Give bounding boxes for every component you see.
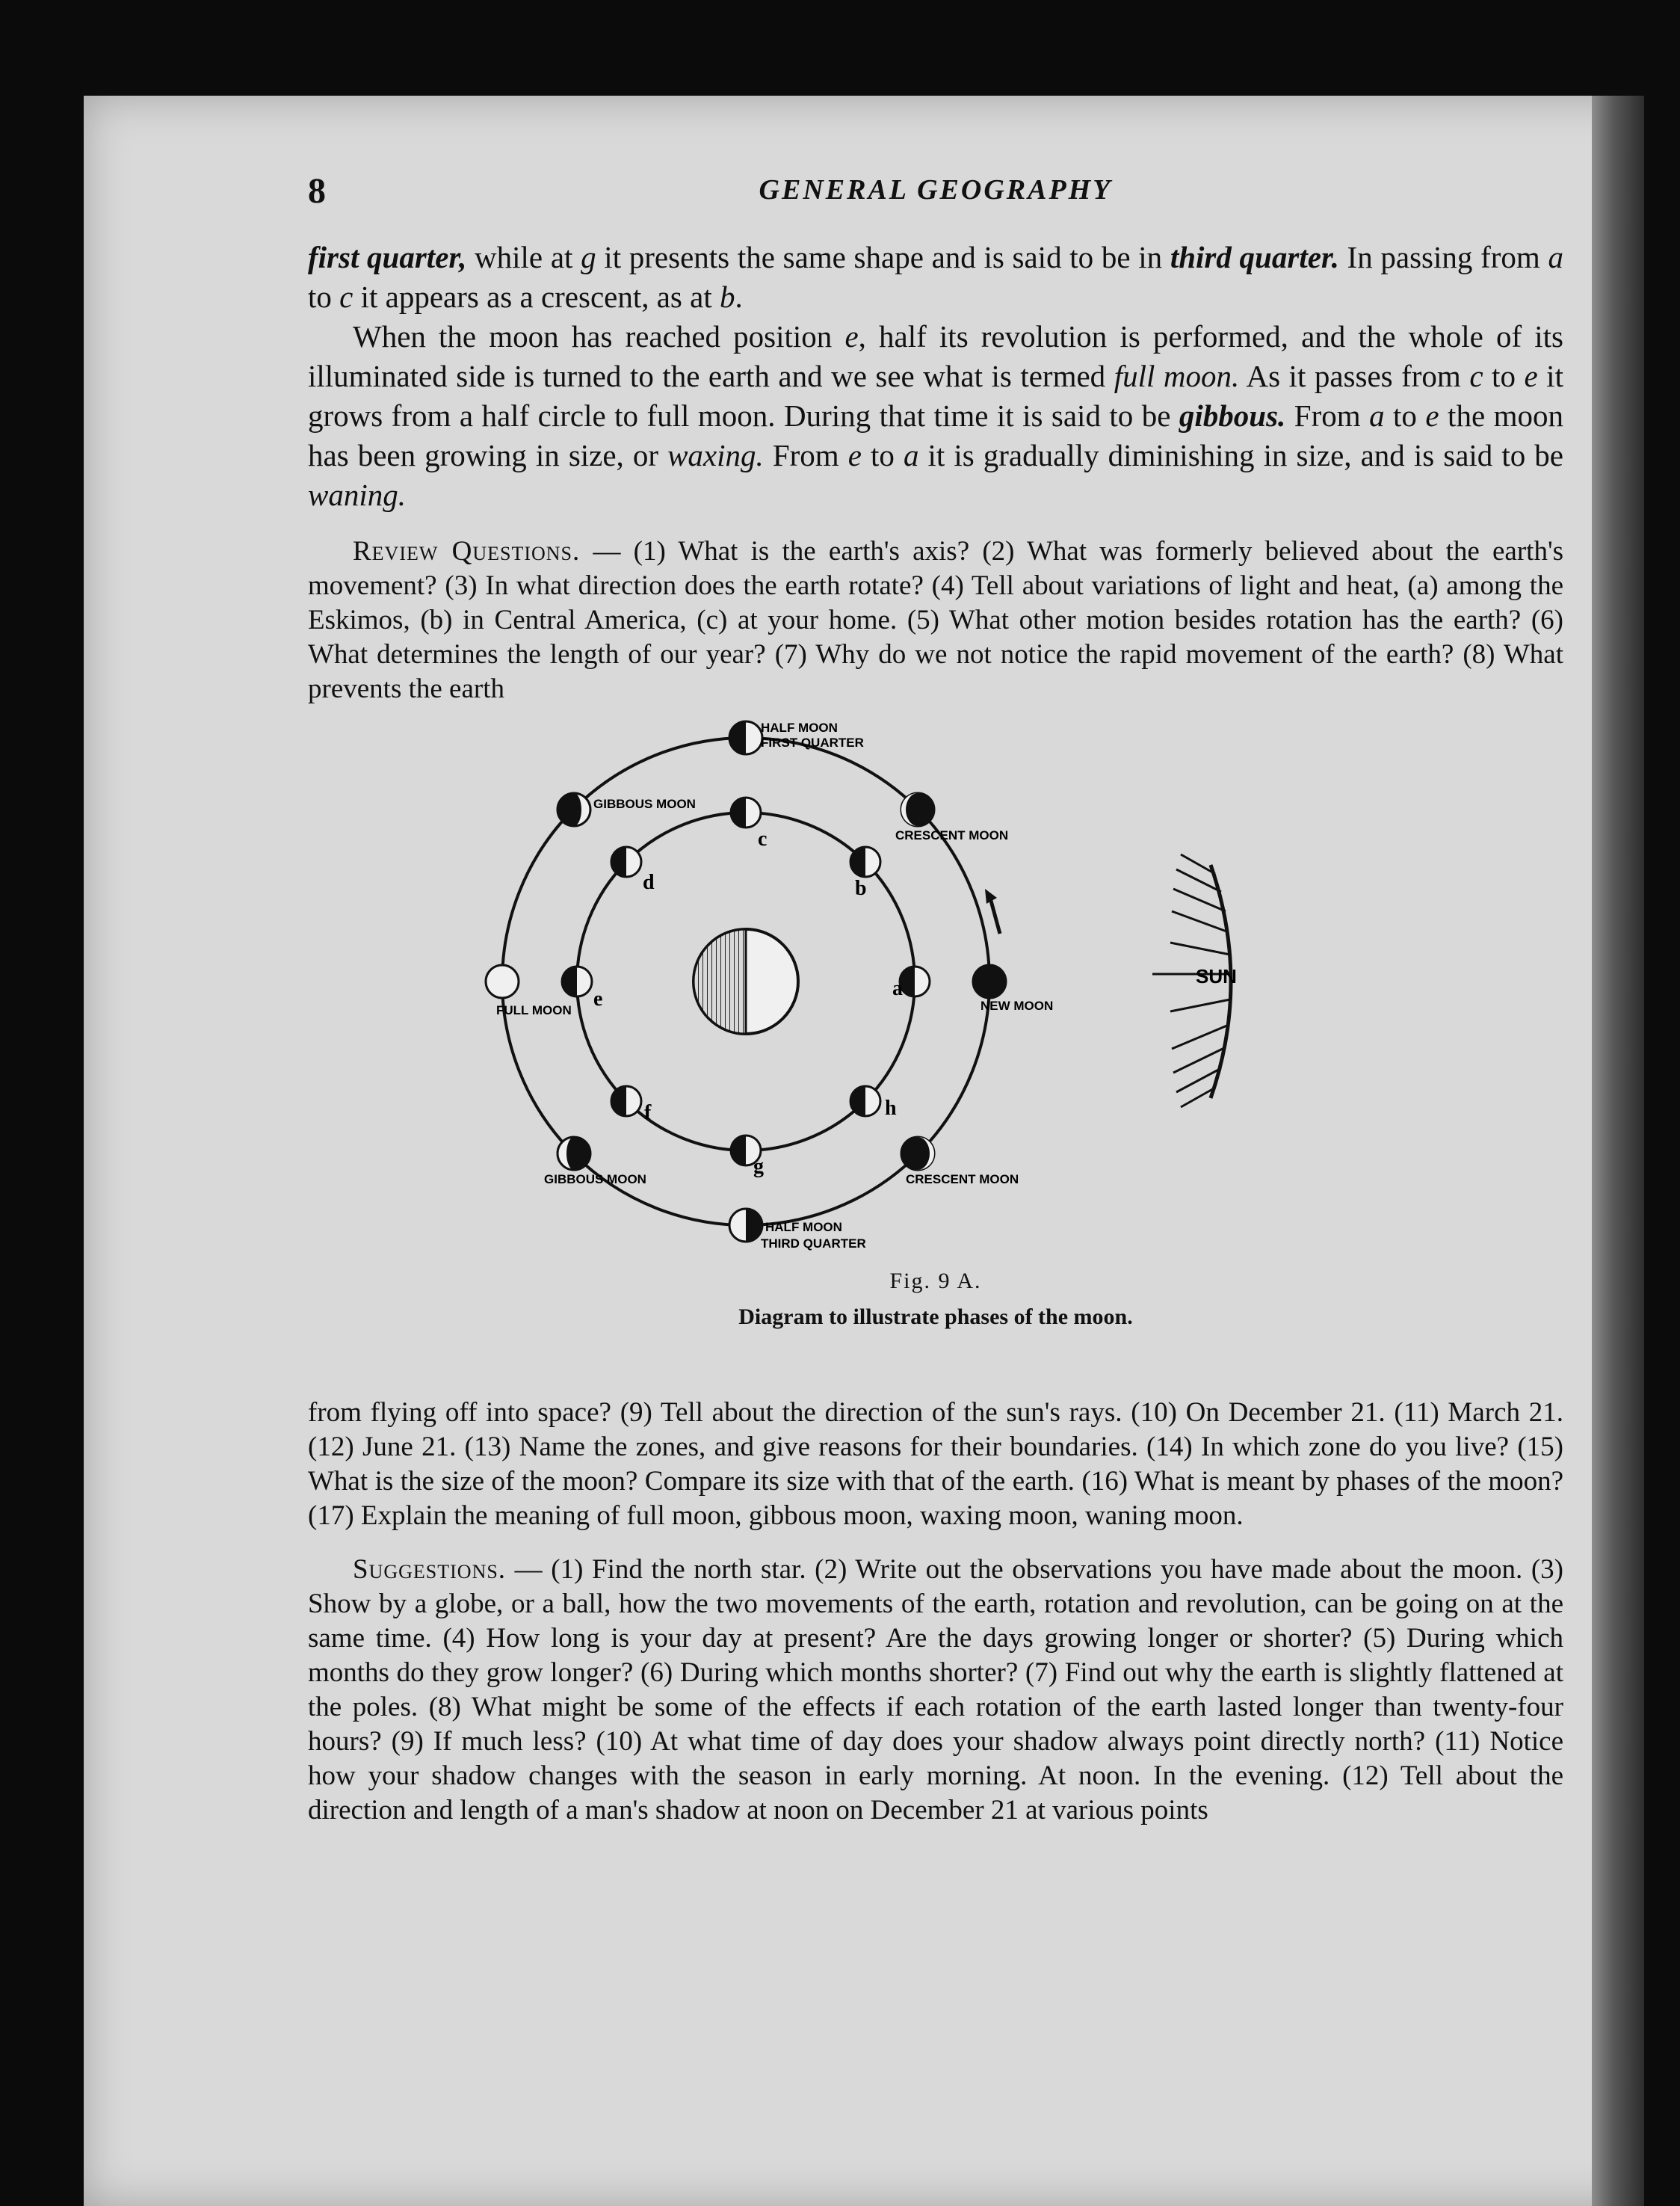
book-spine-shadow	[1592, 96, 1644, 2206]
crescent-moon-top-icon	[901, 793, 934, 826]
page-content	[308, 170, 1563, 1828]
gibbous-moon-bottom-label: GIBBOUS MOON	[544, 1172, 646, 1186]
half-moon-third-icon	[729, 1209, 762, 1242]
review-questions-part1: Review Questions. — (1) What is the earth's axis? (2) What was formerly believed about the earth's movement? (3) In what direction does the earth rotate? (4) Tell about variations of light and heat, (a) among the Eskimos, (b) in Central America, (c) at your home. (5) What other motion besides rotation has the earth? (6) What determines the length of our year? (7) Why do we not notice the rapid movement of the earth? (8) What prevents the earth	[308, 536, 1564, 704]
moon-phases-figure	[308, 715, 1563, 1373]
moon-f-icon	[611, 1086, 641, 1116]
full-moon-icon	[486, 965, 519, 998]
full-moon-label: FULL MOON	[496, 1003, 572, 1017]
gibbous-moon-bottom-icon	[558, 1137, 590, 1170]
sun-label: SUN	[1196, 965, 1237, 988]
moon-phases-diagram	[308, 715, 1563, 1254]
page-number: 8	[308, 171, 326, 211]
gibbous-moon-top-label: GIBBOUS MOON	[593, 797, 696, 811]
moon-b-icon	[850, 847, 880, 877]
label-f: f	[644, 1101, 652, 1124]
half-moon-third-label: HALF MOON	[765, 1220, 842, 1234]
orbit-direction-arrow-icon	[985, 889, 1000, 934]
paragraph-full-moon: When the moon has reached position e, half its revolution is performed, and the whole of its illuminated side is turned to the earth and we see what is termed full moon. As it passes from c to e it grows from a half circle to full moon. During that time it is said to be gibbous. From a to e the moon has been growing in size, or waxing. From e to a it is gradually diminishing in size, and is said to be waning.	[308, 319, 1563, 512]
suggestions-paragraph: Suggestions. — (1) Find the north star. (2) Write out the observations you have made about the moon. (3) Show by a globe, or a ball, how the two movements of the earth, rotation and revolution, can be going on at the same time. (4) How long is your day at present? Are the days growing longer or shorter? (5) During which months do they grow longer? (6) During which months shorter? (7) Find out why the earth is slightly flattened at the poles. (8) What might be some of the effects if each rotation of the earth lasted longer than twenty-four hours? (9) If much less? (10) At what time of day does your shadow always point directly north? (11) Notice how your shadow changes with the season in early morning. At noon. In the evening. (12) Tell about the direction and length of a man's shadow at noon on December 21 at various points	[308, 1554, 1563, 1826]
paragraph-quarters: first quarter, while at g it presents the same shape and is said to be in third quarter. In passing from a to c it appears as a crescent, as at b.	[308, 240, 1563, 314]
half-moon-first-label: HALF MOON	[761, 721, 838, 735]
moon-c-icon	[731, 798, 761, 828]
gibbous-moon-top-icon	[558, 793, 590, 826]
label-h: h	[885, 1097, 897, 1120]
review-questions-part2: from flying off into space? (9) Tell about the direction of the sun's rays. (10) On December 21. (11) March 21. (12) June 21. (13) Name the zones, and give reasons for their boundaries. (14) In which zone do you live? (15) What is the size of the moon? Compare its size with that of the earth. (16) What is meant by phases of the moon? (17) Explain the meaning of full moon, gibbous moon, waxing moon, waning moon.	[308, 1397, 1563, 1531]
half-moon-first-icon	[729, 721, 762, 754]
label-g: g	[753, 1155, 764, 1178]
moon-a-icon	[900, 967, 930, 996]
label-c: c	[758, 828, 768, 851]
label-e: e	[593, 988, 603, 1011]
crescent-moon-top-label: CRESCENT MOON	[895, 828, 1009, 842]
crescent-moon-bottom-label: CRESCENT MOON	[906, 1172, 1019, 1186]
book-page	[84, 96, 1644, 2206]
third-quarter-label: THIRD QUARTER	[761, 1236, 866, 1251]
label-b: b	[855, 877, 867, 900]
moon-e-icon	[562, 967, 592, 996]
review-heading: Review Questions.	[353, 536, 581, 567]
figure-number: Fig. 9 A.	[889, 1269, 982, 1293]
suggestions-heading: Suggestions.	[353, 1554, 507, 1585]
figure-caption: Diagram to illustrate phases of the moon.	[738, 1304, 1133, 1329]
crescent-moon-bottom-icon	[901, 1137, 934, 1170]
page-header	[308, 170, 1563, 238]
first-quarter-label: FIRST QUARTER	[761, 736, 864, 750]
moon-h-icon	[850, 1086, 880, 1116]
new-moon-label: NEW MOON	[980, 999, 1054, 1013]
moon-d-icon	[611, 847, 641, 877]
earth-icon	[694, 929, 798, 1034]
new-moon-icon	[973, 965, 1006, 998]
label-d: d	[643, 871, 655, 894]
running-title: GENERAL GEOGRAPHY	[759, 174, 1113, 206]
label-a: a	[892, 977, 903, 1000]
